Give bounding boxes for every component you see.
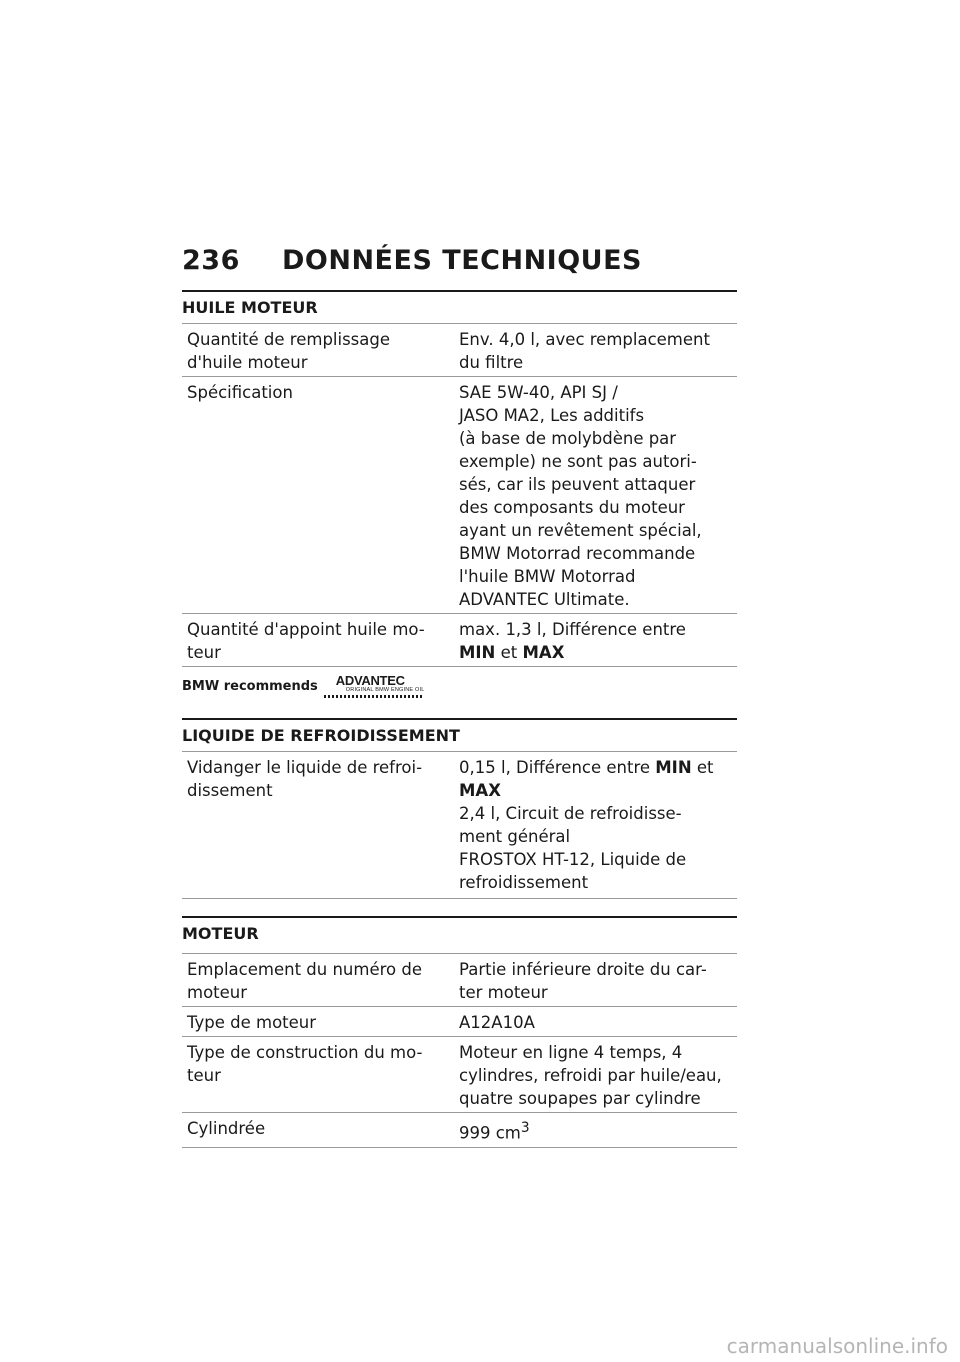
table-row: [182, 377, 737, 614]
watermark: carmanualsonline.info: [726, 1334, 948, 1358]
row-value: Partie inférieure droite du car- ter moteur: [459, 960, 707, 1002]
row-label: Quantité d'appoint huile mo- teur: [187, 620, 425, 662]
row-label: Type de construction du mo- teur: [187, 1043, 423, 1085]
min-label: MIN: [459, 643, 496, 662]
row-value: Env. 4,0 l, avec remplacement du filtre: [459, 330, 710, 372]
row-value: SAE 5W-40, API SJ / JASO MA2, Les additifs (à base de molybdène par exemple) ne sont pas autori- sés, car ils peuvent attaquer des composants du moteur ayant un revêtement spécial, BMW Motorrad recommande l'huile BMW Motorrad ADVANTEC Ultimate.: [459, 383, 702, 609]
table-row: [182, 614, 737, 667]
min-label: MIN: [655, 758, 692, 777]
row-label: Spécification: [187, 383, 293, 402]
logo-brand: ADVANTEC: [335, 673, 405, 688]
section-title: LIQUIDE DE REFROIDISSEMENT: [182, 718, 737, 752]
value-text: 0,15 l, Différence entre: [459, 758, 656, 777]
logo-bar: [324, 695, 424, 698]
row-value: [454, 614, 737, 666]
row-value: [454, 752, 737, 896]
row-label: Emplacement du numéro de moteur: [187, 960, 422, 1002]
section-title: MOTEUR: [182, 916, 737, 954]
logo-tagline: ORIGINAL BMW ENGINE OIL: [345, 687, 425, 693]
row-value: A12A10A: [459, 1013, 535, 1032]
table-row: [182, 752, 737, 899]
value-text: 999 cm: [459, 1123, 521, 1143]
max-label: MAX: [459, 781, 501, 800]
table-row: [182, 1007, 737, 1037]
chapter-title: DONNÉES TECHNIQUES: [282, 245, 642, 276]
section-coolant: [182, 718, 737, 899]
recommend-banner: [182, 667, 737, 718]
recommend-text: BMW recommends: [182, 679, 318, 694]
row-label: Quantité de remplissage d'huile moteur: [187, 330, 391, 372]
section-title: HUILE MOTEUR: [182, 290, 737, 324]
section-engine-oil: [182, 290, 737, 718]
table-row: [182, 1113, 737, 1148]
superscript: 3: [520, 1120, 530, 1136]
table-row: [182, 954, 737, 1007]
table-row: [182, 324, 737, 377]
manual-page: [182, 245, 737, 1148]
row-value: [454, 1113, 737, 1147]
row-value: Moteur en ligne 4 temps, 4 cylindres, refroidi par huile/eau, quatre soupapes par cylindre: [459, 1043, 722, 1108]
max-label: MAX: [522, 643, 565, 662]
page-number: 236: [182, 245, 240, 276]
row-label: Vidanger le liquide de refroi- dissement: [187, 758, 423, 800]
et-text: et: [495, 643, 523, 662]
advantec-logo: [324, 675, 425, 698]
value-text: max. 1,3 l, Différence entre: [459, 620, 686, 639]
section-engine: [182, 916, 737, 1148]
row-label: Cylindrée: [187, 1119, 266, 1138]
row-label: Type de moteur: [187, 1013, 317, 1032]
et-text: et: [691, 758, 714, 777]
page-header: [182, 245, 737, 276]
value-text: 2,4 l, Circuit de refroidisse- ment général FROSTOX HT-12, Liquide de refroidissement: [459, 804, 687, 892]
table-row: [182, 1037, 737, 1113]
